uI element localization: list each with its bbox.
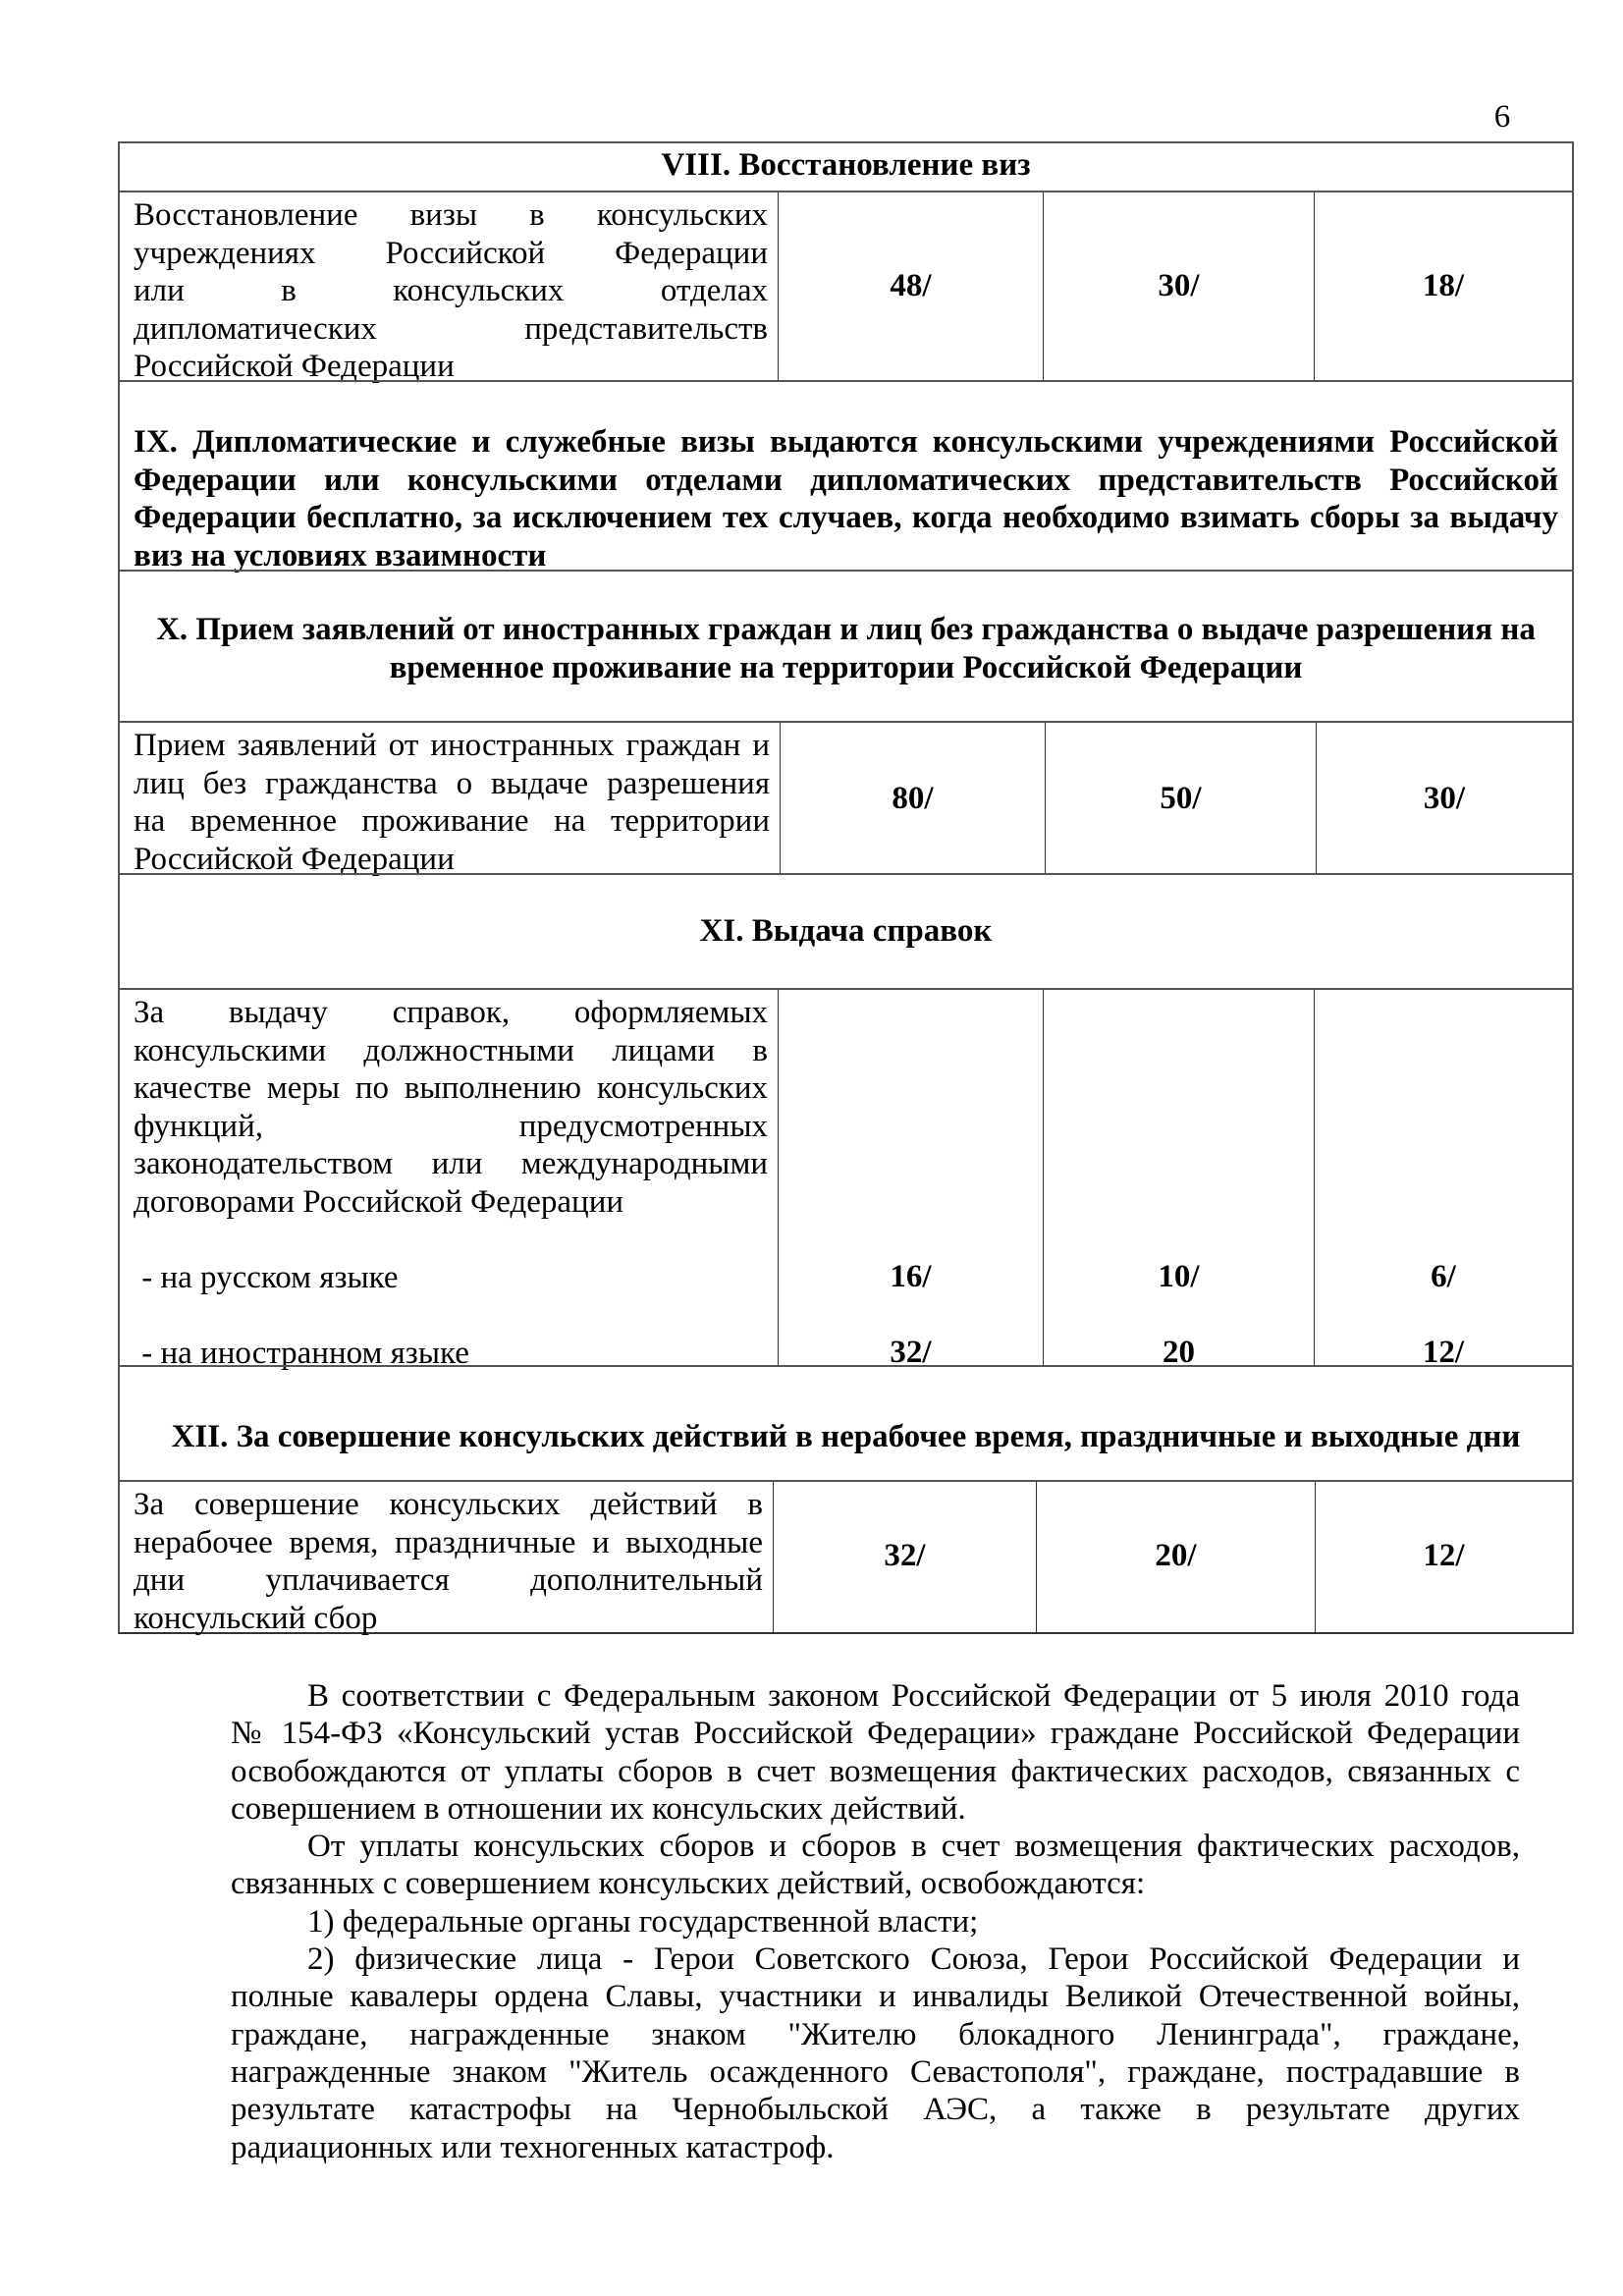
fee-value: 48/ xyxy=(890,268,932,303)
description-line: качестве меры по выполнению консульских xyxy=(134,1070,768,1106)
paragraph-exempt-intro xyxy=(231,1828,1520,1903)
table-row-non-working-hours xyxy=(118,1480,1574,1634)
description-line: договорами Российской Федерации xyxy=(134,1183,624,1220)
fee-cell-1 xyxy=(773,1482,1036,1632)
fee-value: 80/ xyxy=(892,781,934,816)
table-row-visa-restoration xyxy=(118,191,1574,384)
fee-value: 18/ xyxy=(1422,268,1465,303)
description-line: консульскими должностными лицами в xyxy=(134,1032,768,1068)
fee-cell-1 xyxy=(780,723,1045,874)
section-title: XI. Выдача справок xyxy=(699,913,993,949)
fee-value-foreign: 12/ xyxy=(1422,1335,1465,1370)
description-cell xyxy=(120,1482,773,1636)
section-header-xii xyxy=(118,1365,1574,1480)
fee-value: 50/ xyxy=(1160,781,1202,816)
description-cell xyxy=(120,723,780,877)
fee-value-russian: 16/ xyxy=(890,1259,932,1294)
description-line: Восстановление визы в консульских xyxy=(134,197,768,233)
section-title xyxy=(134,611,1558,686)
section-title-line: Федерации бесплатно, за исключением тех случаев, когда необходимо взимать сборы за выдачу xyxy=(134,500,1558,535)
fee-cell-2 xyxy=(1045,723,1316,874)
description-line: нерабочее время, праздничные и выходные xyxy=(134,1524,763,1560)
spacer xyxy=(134,1221,768,1259)
paragraph-consular-charter xyxy=(231,1677,1520,1828)
fee-cell-2 xyxy=(1043,990,1314,1370)
section-header-viii xyxy=(118,141,1574,191)
section-header-x xyxy=(118,570,1574,722)
description-text xyxy=(134,994,768,1372)
description-line: дни уплачивается дополнительный xyxy=(134,1562,763,1598)
list-item-2 xyxy=(231,1941,1520,2166)
fee-cell-1 xyxy=(778,192,1043,381)
section-header-xi xyxy=(118,873,1574,989)
description-line: Российской Федерации xyxy=(134,349,455,384)
description-line: функций, предусмотренных xyxy=(134,1108,768,1144)
list-item-1 xyxy=(231,1903,1520,1941)
fee-cell-1 xyxy=(778,990,1043,1370)
description-line: За выдачу справок, оформляемых xyxy=(134,995,768,1030)
section-title: XII. За совершение консульских действий в нерабочее время, праздничные и выходные дни xyxy=(171,1419,1521,1454)
fee-value-foreign: 32/ xyxy=(890,1335,932,1370)
fee-value: 12/ xyxy=(1423,1538,1465,1573)
fee-cell-2 xyxy=(1043,192,1314,381)
description-line: законодательством или международными xyxy=(134,1146,768,1181)
fee-value-foreign: 20 xyxy=(1163,1335,1195,1370)
paragraph-line: 1) федеральные органы государственной власти; xyxy=(307,1903,979,1940)
page-number: 6 xyxy=(1493,99,1511,135)
fee-value: 30/ xyxy=(1423,781,1466,816)
fee-value-russian: 6/ xyxy=(1431,1259,1456,1294)
fee-value-russian: 10/ xyxy=(1158,1259,1200,1294)
description-line: Российской Федерации xyxy=(134,841,455,877)
description-line: или в консульских отделах xyxy=(134,273,768,308)
fee-cell-3 xyxy=(1314,990,1572,1370)
table-row-certificates xyxy=(118,988,1574,1371)
section-title-line: виз на условиях взаимности xyxy=(134,537,547,574)
description-line: на временное проживание на территории xyxy=(134,803,770,839)
section-title: VIII. Восстановление виз xyxy=(661,147,1031,183)
paragraph-line: награжденные знаком "Житель осажденного Севастополя", граждане, пострадавшие в xyxy=(231,2053,1520,2090)
fee-cell-2 xyxy=(1036,1482,1315,1632)
section-title xyxy=(134,423,1558,574)
fee-value: 20/ xyxy=(1155,1538,1197,1573)
fee-value: 32/ xyxy=(884,1538,926,1573)
description-line: учреждениях Российской Федерации xyxy=(134,235,768,271)
section-title-line: временное проживание на территории Российской Федерации xyxy=(389,649,1303,685)
description-cell xyxy=(120,192,778,384)
fee-cell-3 xyxy=(1314,192,1572,381)
paragraph-line: результате катастрофы на Чернобыльской АЭС, а также в результате других xyxy=(231,2092,1520,2128)
description-text xyxy=(134,727,770,878)
section-title-line: IX. Дипломатические и служебные визы выдаются консульскими учреждениями Российской xyxy=(134,424,1558,460)
description-text xyxy=(134,1486,763,1637)
description-line: дипломатических представительств xyxy=(134,310,768,347)
spacer xyxy=(134,1296,768,1335)
paragraph-line: совершением в отношении их консульских действий. xyxy=(231,1790,966,1827)
fee-cell-3 xyxy=(1316,723,1572,874)
paragraph-line: радиационных или техногенных катастроф. xyxy=(231,2129,835,2165)
paragraph-line: освобождаются от уплаты сборов в счет возмещения фактических расходов, связанных с xyxy=(231,1753,1520,1789)
sub-item-russian-label: - на русском языке xyxy=(134,1259,399,1295)
section-title-line: X. Прием заявлений от иностранных граждан и лиц без гражданства о выдаче разрешения на xyxy=(156,612,1536,647)
sub-item-foreign-label: - на иностранном языке xyxy=(134,1335,469,1371)
paragraph-line: связанных с совершением консульских действий, освобождаются: xyxy=(231,1866,1146,1902)
paragraph-line: 2) физические лица - Герои Советского Союза, Герои Российской Федерации и xyxy=(307,1941,1520,1978)
section-header-ix xyxy=(118,380,1574,574)
paragraph-line: граждане, награжденные знаком "Жителю блокадного Ленинграда", граждане, xyxy=(231,2016,1520,2052)
section-title-line: Федерации или консульскими отделами дипломатических представительств Российской xyxy=(134,462,1558,498)
description-line: Прием заявлений от иностранных граждан и xyxy=(134,728,770,763)
paragraph-line: № 154-ФЗ «Консульский устав Российской Федерации» граждане Российской Федерации xyxy=(231,1716,1520,1752)
paragraph-line: В соответствии с Федеральным законом Российской Федерации от 5 июля 2010 года xyxy=(307,1678,1520,1714)
description-text xyxy=(134,196,768,386)
exemptions-text xyxy=(231,1677,1520,2166)
fee-value: 30/ xyxy=(1158,268,1200,303)
paragraph-line: полные кавалеры ордена Славы, участники и инвалиды Великой Отечественной войны, xyxy=(231,1979,1520,2015)
description-line: лиц без гражданства о выдаче разрешения xyxy=(134,765,770,801)
paragraph-line: От уплаты консульских сборов и сборов в счет возмещения фактических расходов, xyxy=(307,1829,1520,1865)
table-row-temporary-residence xyxy=(118,721,1574,877)
description-line: консульский сбор xyxy=(134,1600,378,1636)
description-line: За совершение консульских действий в xyxy=(134,1487,763,1522)
description-cell xyxy=(120,990,778,1371)
fee-cell-3 xyxy=(1315,1482,1572,1632)
